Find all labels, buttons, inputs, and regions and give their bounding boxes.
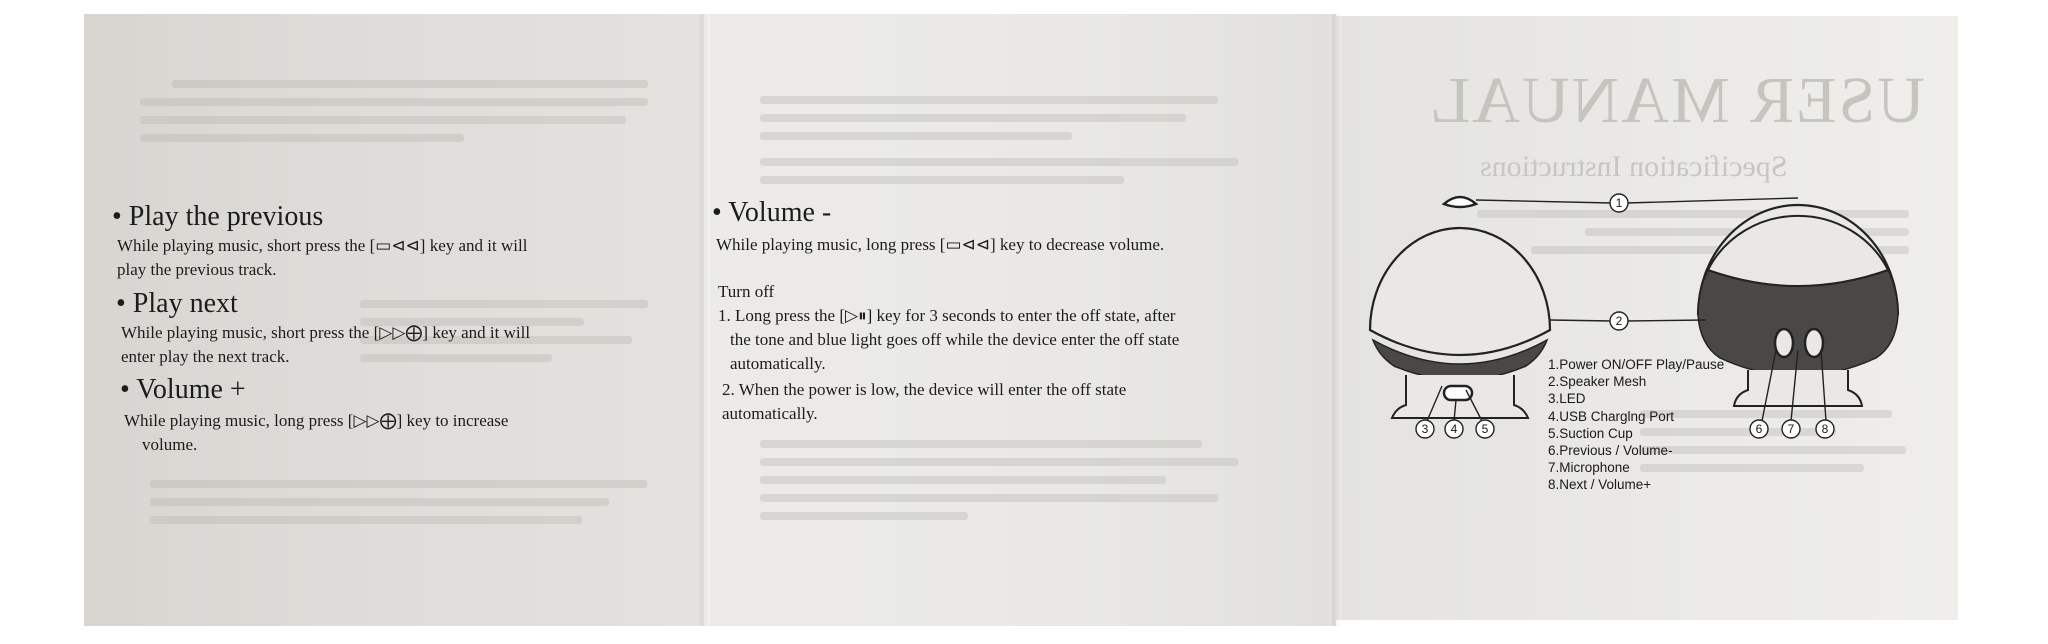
- callout-4: 4: [1450, 422, 1458, 436]
- show-through-title: USER MANUAL: [1428, 64, 1925, 137]
- text-line: automatically.: [730, 354, 826, 373]
- speaker-front-view: [1370, 197, 1550, 418]
- play-previous-heading: • Play the previous: [112, 201, 324, 232]
- power-button-icon: [1444, 197, 1476, 207]
- show-through-text: [760, 430, 1280, 530]
- text-line: While playing music, short press the [▭⊲⊲] key and it will: [117, 236, 528, 255]
- play-previous-text: [117, 234, 527, 282]
- text-line: volume.: [142, 435, 198, 454]
- turn-off-item-1: [718, 304, 1179, 376]
- callout-7: 7: [1787, 422, 1795, 436]
- next-button-icon: [1805, 329, 1823, 357]
- show-through-text: [150, 470, 690, 534]
- callout-8: 8: [1821, 422, 1829, 436]
- text-line: 2. When the power is low, the device will enter the off state: [722, 380, 1127, 399]
- text-line: 1. Long press the [▷⏸] key for 3 seconds to enter the off state, after: [718, 306, 1176, 325]
- text-line: the tone and blue light goes off while the device enter the off state: [730, 330, 1180, 349]
- callout-1: 1: [1615, 196, 1623, 210]
- legend-item: 3.LED: [1548, 391, 1586, 407]
- text-line: enter play the next track.: [121, 347, 290, 366]
- legend-item: 4.USB Charglng Port: [1548, 408, 1675, 424]
- parts-legend: [1548, 356, 1724, 494]
- legend-item: 6.Previous / Volume-: [1548, 443, 1673, 459]
- callout-5: 5: [1481, 422, 1489, 436]
- legend-item: 5.Suction Cup: [1548, 425, 1633, 441]
- fold-crease: [700, 14, 710, 626]
- legend-item: 8.Next / Volume+: [1548, 477, 1652, 493]
- text-line: play the previous track.: [117, 260, 277, 279]
- legend-item: 1.Power ON/OFF Play/Pause: [1548, 357, 1725, 372]
- volume-up-text: [124, 409, 508, 457]
- volume-down-heading: • Volume -: [712, 197, 832, 228]
- text-line: automatically.: [722, 404, 818, 423]
- show-through-subtitle: Specification Instructions: [1480, 150, 1788, 183]
- callout-2: 2: [1615, 314, 1623, 328]
- show-through-text: [140, 70, 680, 152]
- speaker-rear-view: [1698, 205, 1898, 406]
- text-line: While playing music, short press the [▷▷⨁] key and it will: [121, 323, 531, 342]
- show-through-text: [760, 86, 1280, 194]
- play-next-text: [121, 321, 530, 369]
- callout-6: 6: [1755, 422, 1763, 436]
- volume-down-text: While playing music, long press [▭⊲⊲] key to decrease volume.: [716, 235, 1165, 254]
- turn-off-heading: Turn off: [718, 282, 775, 301]
- legend-item: 2.Speaker Mesh: [1548, 374, 1647, 390]
- legend-item: 7.Microphone: [1548, 460, 1630, 476]
- callout-3: 3: [1421, 422, 1429, 436]
- play-next-heading: • Play next: [116, 288, 238, 319]
- text-line: While playing music, long press [▷▷⨁] key to increase: [124, 411, 509, 430]
- volume-up-heading: • Volume +: [120, 374, 246, 405]
- previous-button-icon: [1775, 329, 1793, 357]
- turn-off-item-2: [722, 378, 1126, 426]
